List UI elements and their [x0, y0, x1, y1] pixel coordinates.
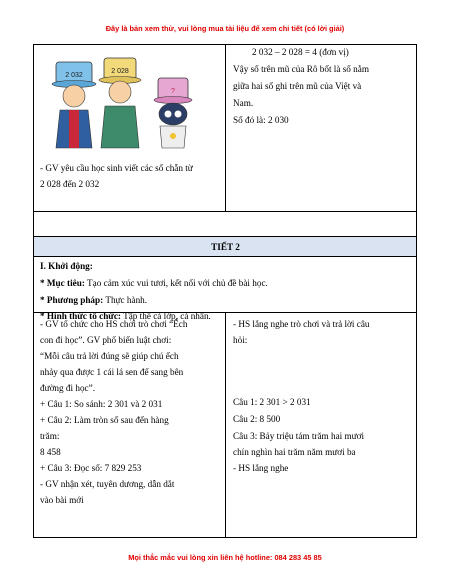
preview-banner: Đây là bản xem thử, vui lòng mua tài liệu để xem chi tiết (có lời giải) [105, 24, 345, 33]
activity-left-1: - GV tổ chức cho HS chơi trò chơi “Ếch [40, 319, 188, 329]
form-label: * Hình thức tổ chức: [40, 311, 121, 321]
activity-left-10: + Câu 3: Đọc số: 7 829 253 [40, 463, 142, 473]
method-line [40, 294, 147, 306]
section-title: TIẾT 2 [211, 242, 240, 252]
row1-left-line-1: - GV yêu cầu học sinh viết các số chẵn từ [40, 163, 193, 173]
row1-right-line-3: giữa hai số ghi trên mũ của Việt và [233, 81, 362, 91]
hotline-banner: Mọi thắc mắc vui lòng xin liên hệ hotline: 084 283 45 85 [128, 553, 322, 562]
column-divider-bottom [225, 312, 226, 538]
activity-left-2: con đi học”. GV phổ biến luật chơi: [40, 335, 172, 345]
activity-left-12: vào bài mới [40, 495, 84, 505]
illustration [50, 50, 210, 150]
activity-left-7: + Câu 2: Làm tròn số sau đến hàng [40, 415, 169, 425]
activity-left-9: 8 458 [40, 447, 61, 457]
row1-right-line-5: Số đó là: 2 030 [233, 115, 289, 125]
row1-left-line-2: 2 028 đến 2 032 [40, 179, 100, 189]
activity-left-8: trăm: [40, 431, 60, 441]
activity-left-3: “Mỗi câu trả lời đúng sẽ giúp chú ếch [40, 351, 179, 361]
row1-right-line-1: 2 032 – 2 028 = 4 (đơn vị) [252, 47, 349, 57]
table-border-right [416, 44, 417, 538]
startup-heading: I. Khởi động: [40, 261, 93, 271]
activity-right-5: Câu 3: Bảy triệu tám trăm hai mươi [233, 431, 365, 441]
activity-left-4: nhảy qua được 1 cái lá sen để sang bên [40, 367, 184, 377]
activity-right-3: Câu 1: 2 301 > 2 031 [233, 397, 311, 407]
activity-right-6: chín nghìn hai trăm năm mươi ba [233, 447, 356, 457]
method-label: * Phương pháp: [40, 295, 104, 305]
row1-right-line-4: Nam. [233, 98, 254, 108]
form-text: Tập thể cả lớp, cá nhân. [123, 311, 211, 321]
hat-label-1: 2 032 [65, 72, 83, 79]
table-divider-2 [33, 236, 417, 237]
activity-right-1: - HS lắng nghe trò chơi và trả lời câu [233, 319, 370, 329]
activity-left-11: - GV nhận xét, tuyên dương, dẫn dắt [40, 479, 175, 489]
activity-left-5: đường đi học”. [40, 383, 95, 393]
goal-line [40, 277, 268, 289]
column-divider-top [225, 44, 226, 212]
activity-right-7: - HS lắng nghe [233, 463, 289, 473]
activity-right-2: hỏi: [233, 335, 248, 345]
goal-text: Tạo cảm xúc vui tươi, kết nối với chủ đề bài học. [87, 278, 268, 288]
row1-right-line-2: Vậy số trên mũ của Rô bốt là số nằm [233, 64, 370, 74]
activity-right-4: Câu 2: 8 500 [233, 414, 281, 424]
method-text: Thực hành. [105, 295, 148, 305]
activity-left-6: + Câu 1: So sánh: 2 301 và 2 031 [40, 399, 163, 409]
goal-label: * Mục tiêu: [40, 278, 85, 288]
hat-label-2: 2 028 [111, 68, 129, 75]
table-divider-3 [33, 256, 417, 257]
hat-label-3: ? [171, 88, 175, 95]
table-border-left [33, 44, 34, 538]
